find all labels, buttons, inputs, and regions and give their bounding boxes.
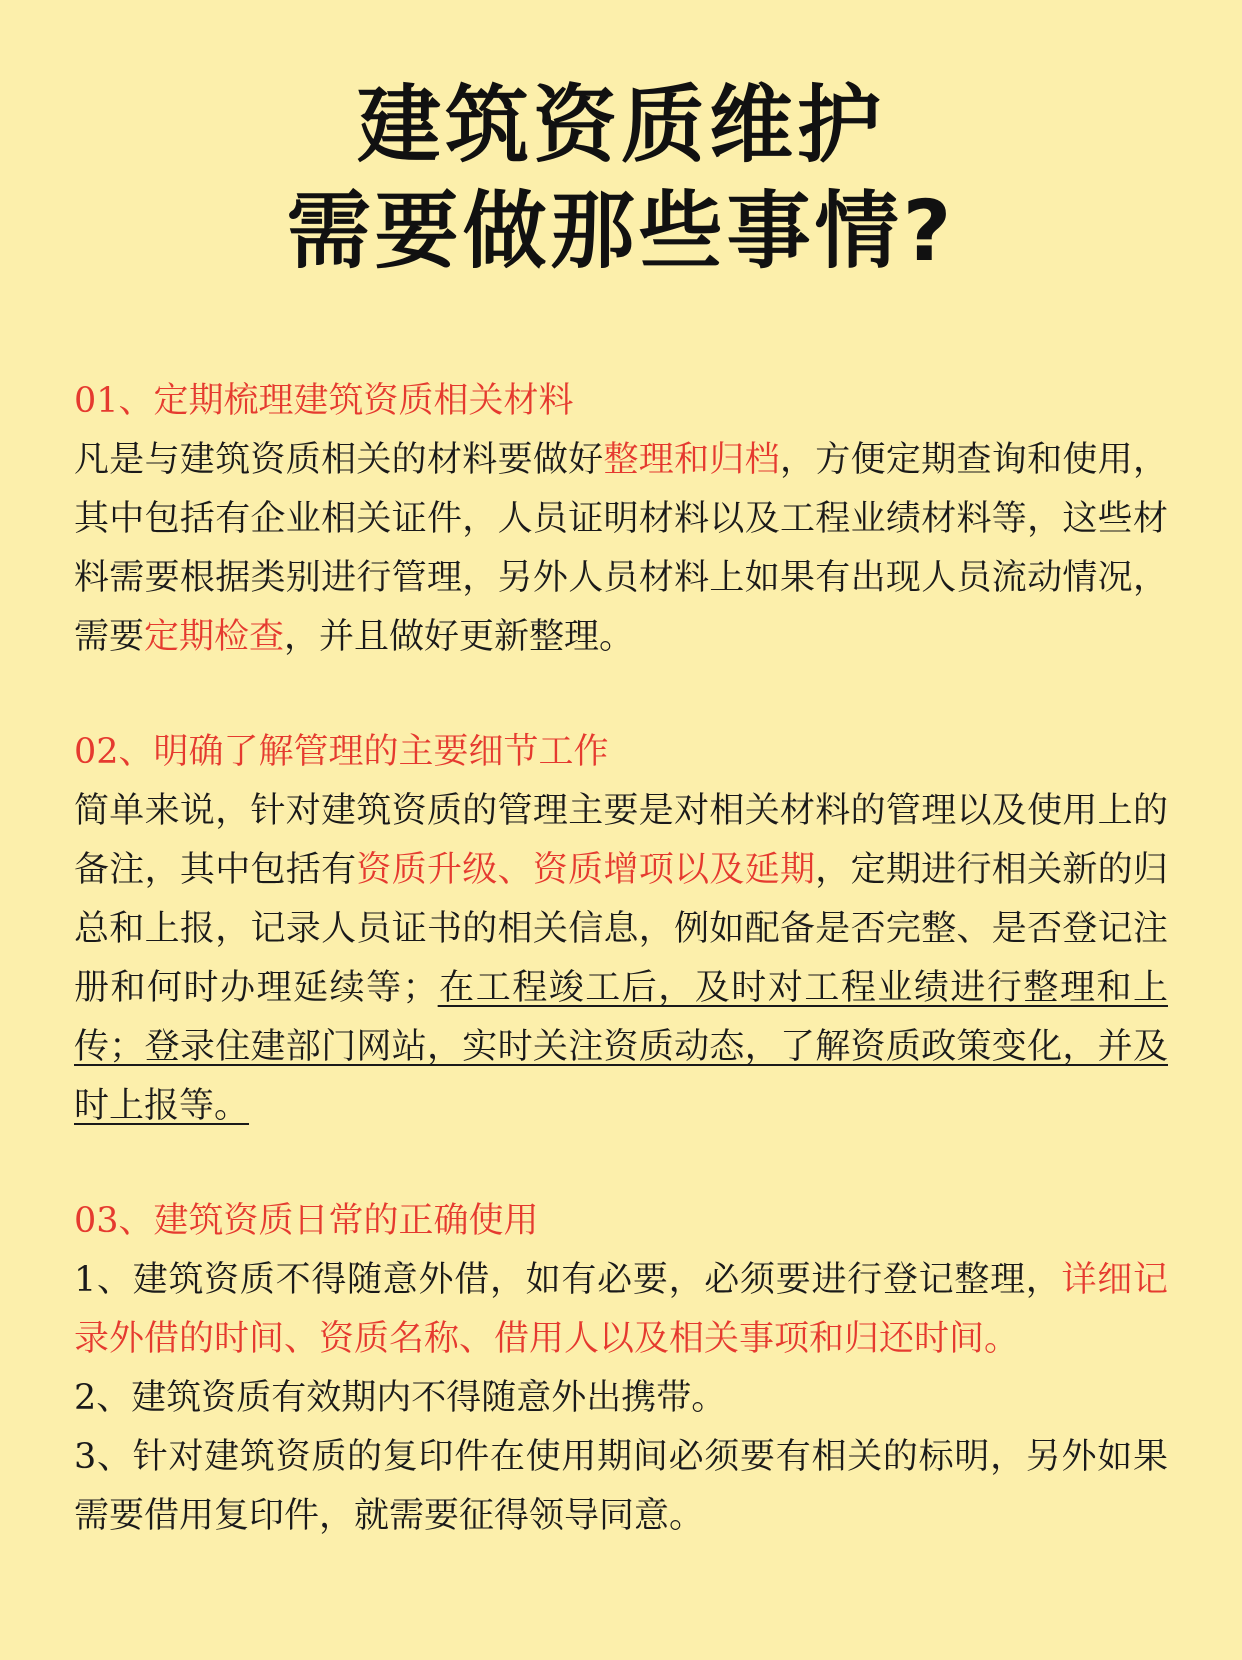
title-line-1: 建筑资质维护 [356,76,885,174]
s1-highlight-archive: 整理和归档 [603,440,780,480]
page-title [74,72,1168,284]
section-2 [74,723,1168,1136]
s1-text-a: 凡是与建筑资质相关的材料要做好 [74,440,604,480]
s3-item1-highlight: 详细记录外借的时间、资质名称、借用人以及相关事项和归还时间。 [74,1260,1168,1359]
title-line-2: 需要做那些事情? [286,182,956,280]
section-1-paragraph [74,431,1168,667]
s2-text-c: ，定期进行相关新的归总和上报，记录人员证书的相关信息，例如配备是否完整、是否登记注册和何时办理延续等； [74,850,1168,1008]
section-3 [74,1192,1168,1546]
s2-text-a: 简单来说，针对建筑资质的管理主要是对相关材料的管理以及使用上的备注，其中包括有 [74,791,1168,890]
s2-underlined-text: 在工程竣工后，及时对工程业绩进行整理和上传；登录住建部门网站，实时关注资质动态，了解资质政策变化，并及时上报等。 [74,968,1168,1126]
section-2-paragraph [74,782,1168,1136]
s1-text-c: ，方便定期查询和使用，其中包括有企业相关证件，人员证明材料以及工程业绩材料等，这些材料需要根据类别进行管理，另外人员材料上如果有出现人员流动情况，需要 [74,440,1168,657]
s1-text-e: ，并且做好更新整理。 [284,617,635,657]
s1-highlight-check: 定期检查 [144,617,285,657]
s2-highlight-upgrade: 资质升级、资质增项以及延期 [356,850,816,890]
section-1 [74,372,1168,667]
section-3-heading: 03、建筑资质日常的正确使用 [74,1201,539,1241]
section-3-item-3: 3、针对建筑资质的复印件在使用期间必须要有相关的标明，另外如果需要借用复印件，就需要征得领导同意。 [74,1437,1168,1536]
section-2-heading: 02、明确了解管理的主要细节工作 [74,732,609,772]
s3-item1-text: 1、建筑资质不得随意外借，如有必要，必须要进行登记整理， [74,1260,1062,1300]
section-3-item-1 [74,1251,1168,1369]
section-3-item-2: 2、建筑资质有效期内不得随意外出携带。 [74,1378,727,1418]
section-1-heading: 01、定期梳理建筑资质相关材料 [74,381,574,421]
content [74,372,1168,1546]
